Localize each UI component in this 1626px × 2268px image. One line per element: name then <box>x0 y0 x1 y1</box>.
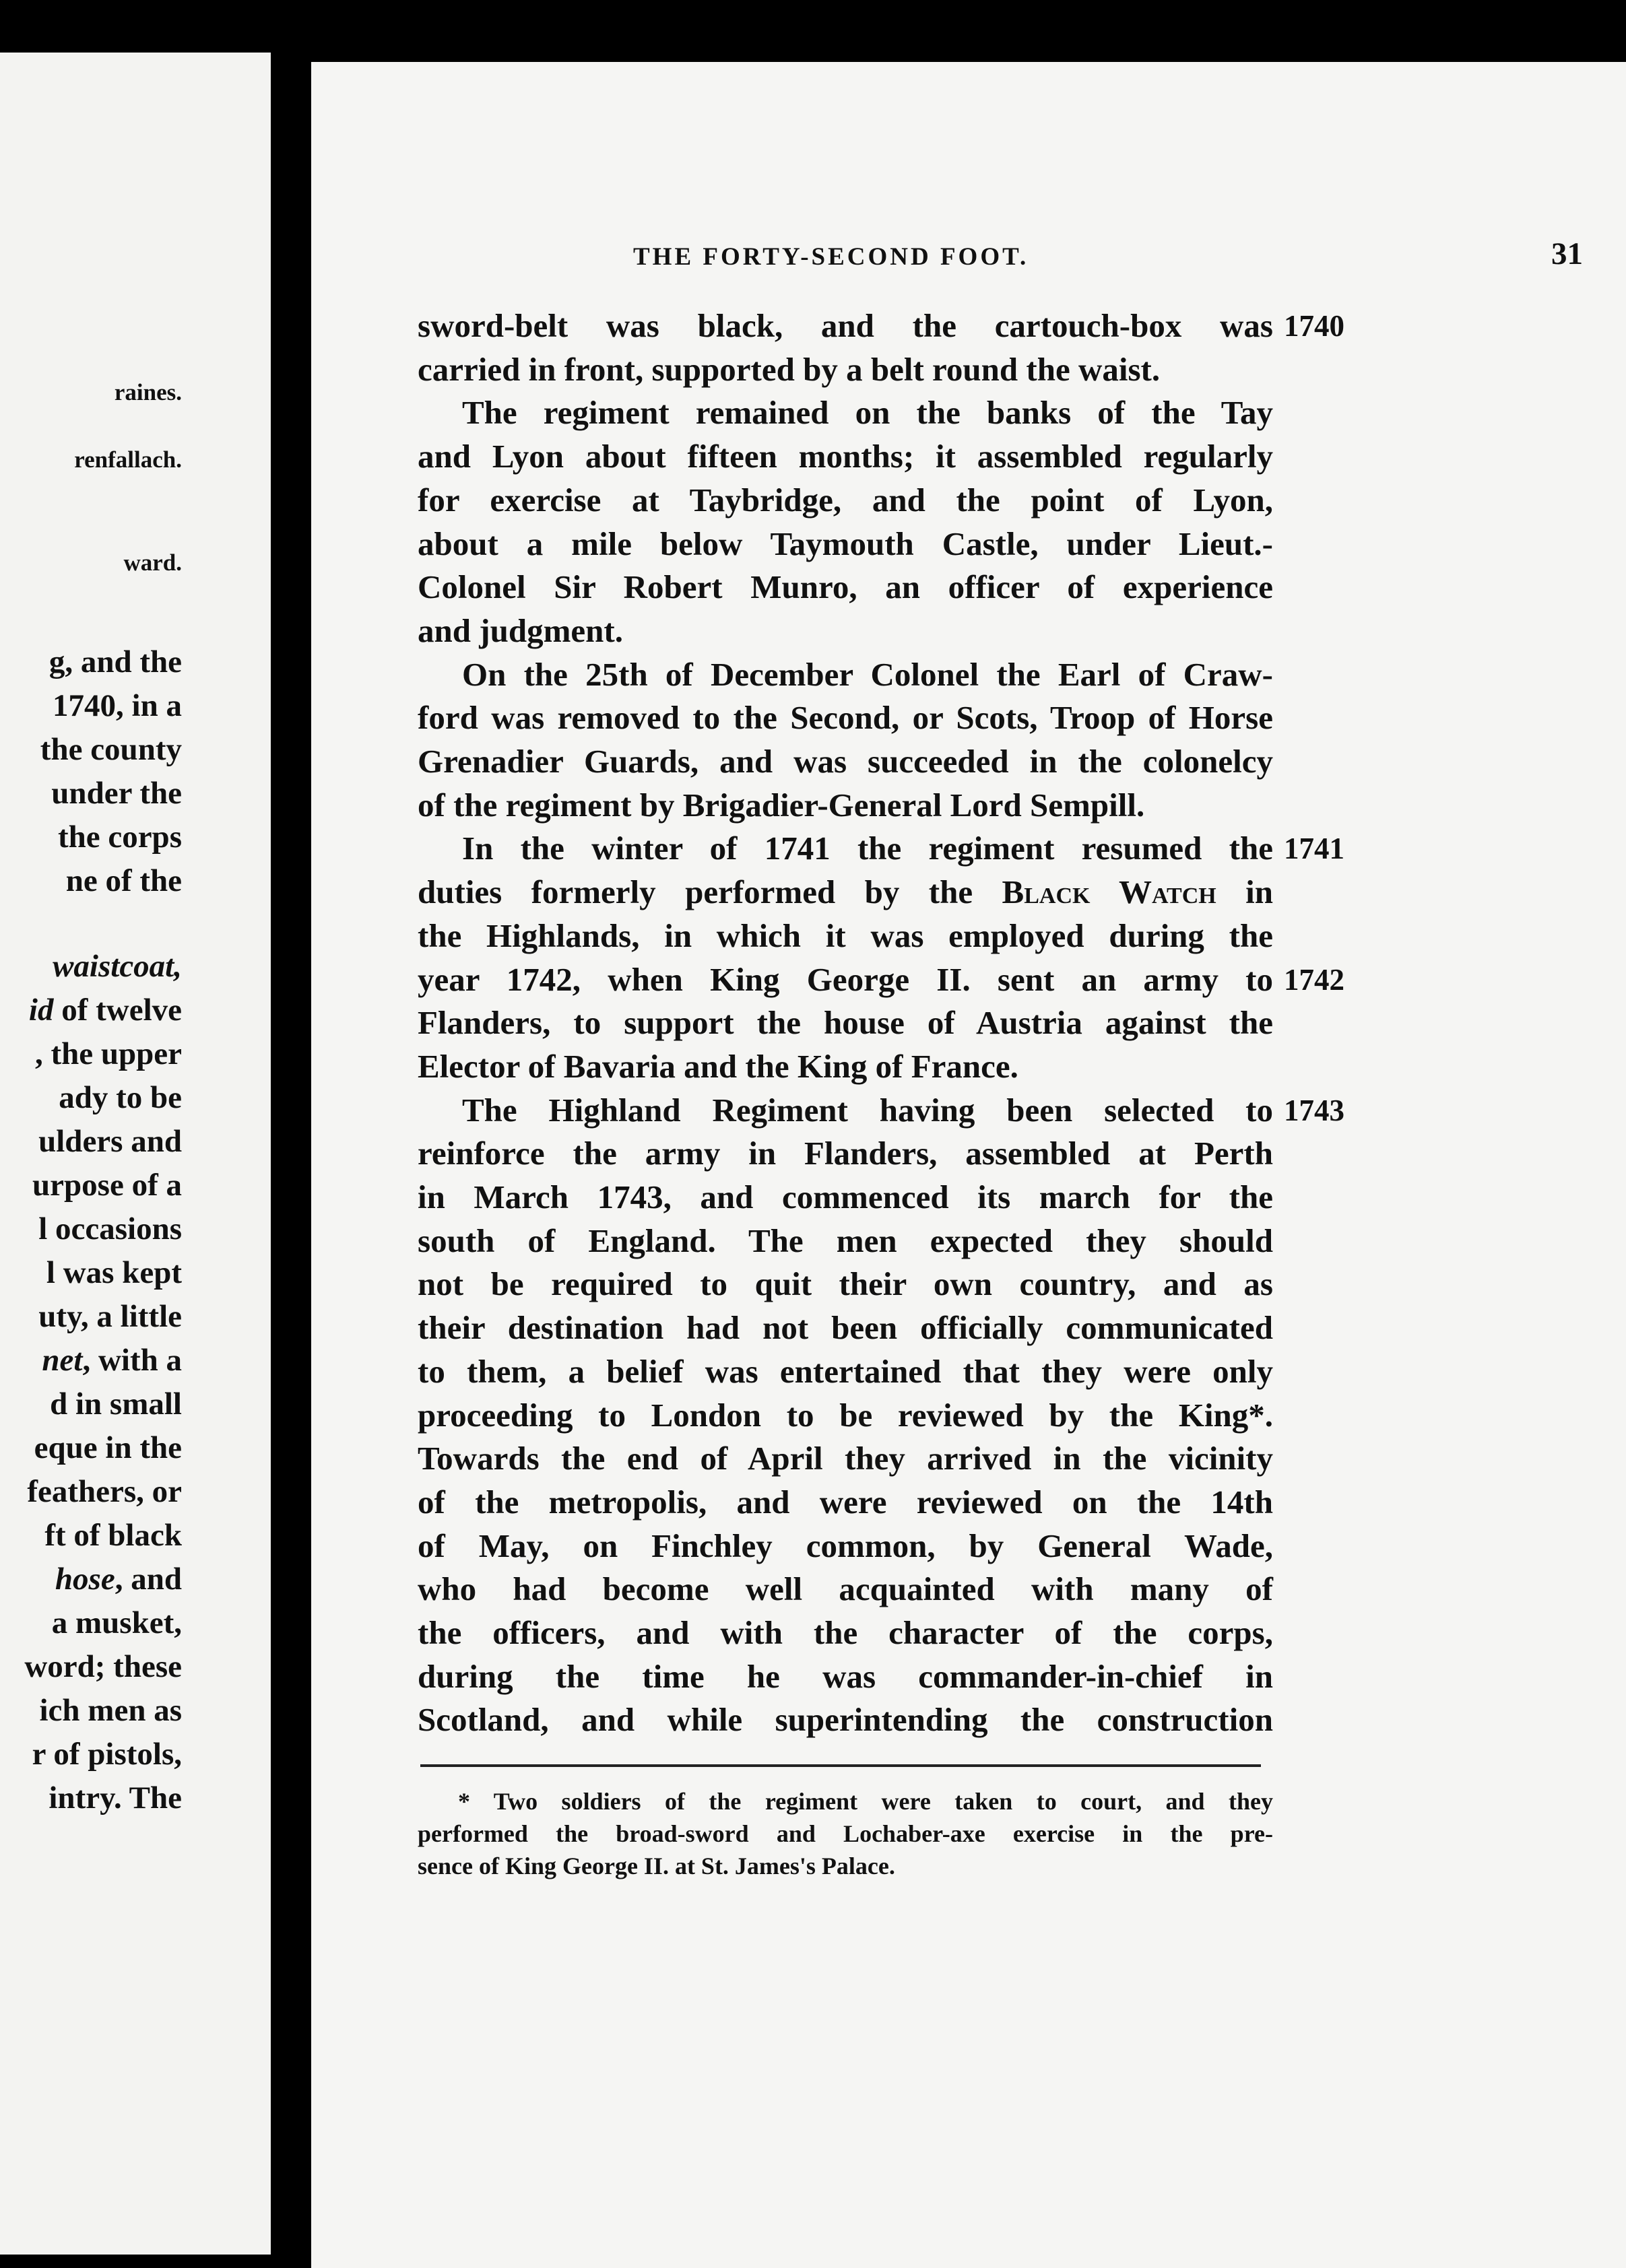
text-line: Colonel Sir Robert Munro, an officer of experience <box>418 568 1273 605</box>
footnote-rule <box>420 1764 1261 1767</box>
fragment-line: ulders and <box>38 1124 182 1159</box>
marginal-year: 1740 <box>1284 309 1344 343</box>
fragment-line: renfallach. <box>74 446 182 473</box>
text-line: of the regiment by Brigadier-General Lord Sempill. <box>418 787 1145 824</box>
text-line: who had become well acquainted with many of <box>418 1570 1273 1607</box>
text-line: ford was removed to the Second, or Scots, Troop of Horse <box>418 699 1273 736</box>
text-line: in March 1743, and commenced its march for the <box>418 1178 1273 1215</box>
text-line: Towards the end of April they arrived in the vicinity <box>418 1440 1273 1477</box>
text-line: and Lyon about fifteen months; it assembled regularly <box>418 438 1273 475</box>
fragment-line: ich men as <box>39 1693 182 1728</box>
text-line: during the time he was commander-in-chief in <box>418 1658 1273 1695</box>
book-page <box>311 62 1626 2268</box>
footnote-line: sence of King George II. at St. James's Palace. <box>418 1853 895 1879</box>
text-line: and judgment. <box>418 612 623 649</box>
fragment-line: under the <box>51 776 182 811</box>
page-number: 31 <box>1551 236 1583 271</box>
fragment-line: d in small <box>50 1387 182 1422</box>
text-line: Grenadier Guards, and was succeeded in the colonelcy <box>418 743 1273 780</box>
previous-page-fragment <box>0 53 271 2255</box>
fragment-italic: hose <box>55 1562 115 1597</box>
fragment-line: net, with a <box>42 1343 182 1378</box>
fragment-line: r of pistols, <box>32 1737 182 1772</box>
fragment-line: ne of the <box>65 863 182 898</box>
text-line: not be required to quit their own country, and as <box>418 1265 1273 1302</box>
fragment-italic: id <box>28 993 54 1028</box>
text-line: duties formerly performed by the Black Watch in <box>418 873 1273 910</box>
fragment-line: hose, and <box>55 1562 182 1597</box>
text-line: for exercise at Taybridge, and the point of Lyon, <box>418 481 1273 519</box>
text-line: south of England. The men expected they should <box>418 1222 1273 1259</box>
text-line: the officers, and with the character of the corps, <box>418 1614 1273 1651</box>
footnote-line: * Two soldiers of the regiment were taken to court, and they <box>458 1788 1273 1815</box>
text-line: The regiment remained on the banks of the Tay <box>462 394 1273 431</box>
text-line: sword-belt was black, and the cartouch-box was <box>418 307 1273 344</box>
fragment-line: 1740, in a <box>53 688 182 723</box>
text-line: their destination had not been officially communicated <box>418 1309 1273 1346</box>
fragment-line: , the upper <box>34 1036 182 1071</box>
text-line: about a mile below Taymouth Castle, under Lieut.- <box>418 525 1273 562</box>
fragment-line: uty, a little <box>38 1299 182 1334</box>
fragment-line <box>53 951 182 982</box>
fragment-italic: net <box>42 1343 83 1378</box>
text-line: of May, on Finchley common, by General Wade, <box>418 1527 1273 1564</box>
text-line: year 1742, when King George II. sent an army to <box>418 961 1273 998</box>
text-line: On the 25th of December Colonel the Earl of Craw- <box>462 656 1273 693</box>
text-line: Scotland, and while superintending the construction <box>418 1701 1273 1738</box>
fragment-line: ady to be <box>59 1080 182 1115</box>
text-line: of the metropolis, and were reviewed on the 14th <box>418 1483 1273 1521</box>
fragment-line: urpose of a <box>32 1168 182 1203</box>
marginal-year: 1743 <box>1284 1094 1344 1127</box>
marginal-year: 1741 <box>1284 832 1344 865</box>
fragment-line: feathers, or <box>27 1474 182 1509</box>
text-line: reinforce the army in Flanders, assembled at Perth <box>418 1135 1273 1172</box>
fragment-line: ward. <box>123 549 182 576</box>
text-line: Elector of Bavaria and the King of France. <box>418 1048 1018 1085</box>
fragment-line: id of twelve <box>28 993 182 1028</box>
footnote-line: performed the broad-sword and Lochaber-axe exercise in the pre- <box>418 1820 1273 1847</box>
fragment-line: l was kept <box>46 1255 182 1290</box>
fragment-line: word; these <box>24 1649 182 1684</box>
fragment-line: raines. <box>114 379 182 405</box>
fragment-italic: waistcoat, <box>53 949 182 984</box>
running-head <box>633 236 1583 276</box>
fragment-line: ft of black <box>44 1518 182 1553</box>
text-line: the Highlands, in which it was employed during the <box>418 917 1273 954</box>
text-line: to them, a belief was entertained that they were only <box>418 1353 1273 1390</box>
fragment-line: l occasions <box>38 1211 182 1246</box>
fragment-line: eque in the <box>34 1430 182 1465</box>
running-title: THE FORTY-SECOND FOOT. <box>633 243 1029 271</box>
fragment-line: the corps <box>57 820 182 855</box>
fragment-line: the county <box>40 732 182 767</box>
fragment-line: g, and the <box>48 644 182 679</box>
text-line: In the winter of 1741 the regiment resumed the <box>462 830 1273 867</box>
text-line: The Highland Regiment having been selected to <box>462 1092 1273 1129</box>
fragment-line: intry. The <box>48 1780 182 1815</box>
marginal-year: 1742 <box>1284 963 1344 997</box>
text-line: carried in front, supported by a belt round the waist. <box>418 351 1161 388</box>
text-line: Flanders, to support the house of Austria against the <box>418 1004 1273 1041</box>
small-caps-phrase: Black Watch <box>1002 873 1216 910</box>
text-line: proceeding to London to be reviewed by the King*. <box>418 1397 1273 1434</box>
fragment-line: a musket, <box>51 1605 182 1640</box>
